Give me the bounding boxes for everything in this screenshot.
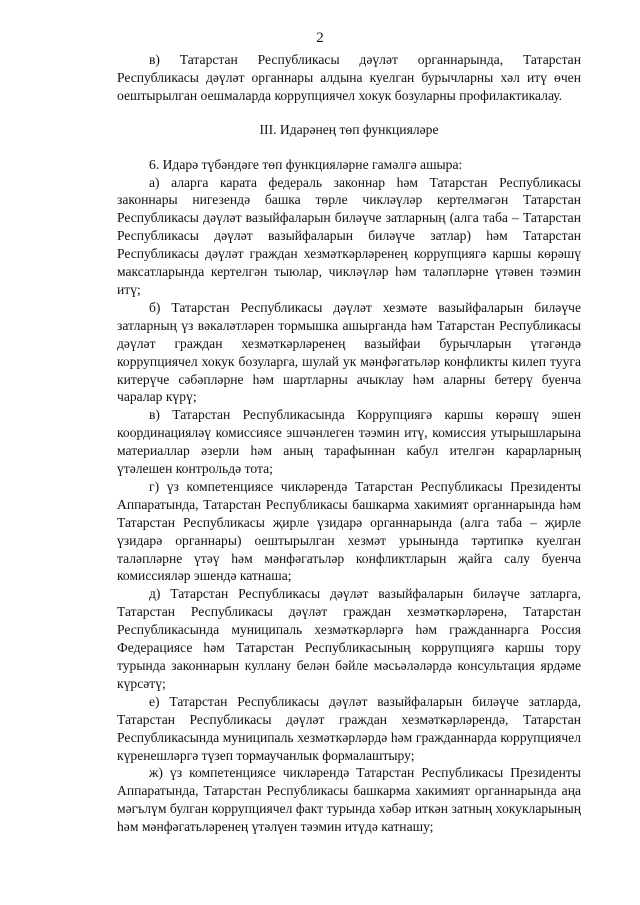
page-number: 2 (316, 30, 324, 46)
paragraph-item-v-prevention: в) Татарстан Республикасы дәүләт органнарында, Татарстан Республикасы дәүләт органнары алдына куелган бурычларны хәл итү өчен оештырылган оешмаларда коррупциячел хокук бозуларны профилактикалау. (117, 52, 581, 103)
paragraph-item-v: в) Татарстан Республикасында Коррупциягә каршы көрәшү эшен координацияләү комиссиясе эшчәнлеген тәэмин итү, комиссия утырышларына материаллар әзерли һәм аның тарафыннан кабул ителгән карарларның үтәлешен контрольдә тота; (117, 407, 581, 477)
paragraph-item-e: е) Татарстан Республикасы дәүләт вазыйфаларын биләүче затларда, Татарстан Республикасы дәүләт граждан хезмәткәрләрендә, Татарстан Республикасында муниципаль хезмәткәрләрдә һәм гражданнарда коррупциячел күренешләргә түзеп тормаучанлык формалаштыру; (117, 693, 581, 763)
section-heading: III. Идарәнең төп функцияләре (259, 121, 439, 137)
paragraph-item-b: б) Татарстан Республикасы дәүләт хезмәте вазыйфаларын биләүче затларның үз вәкаләтләрен тормышка ашырганда һәм Татарстан Республикасы дәүләт граждан хезмәткәрләренең вазыйфаи бурычларын үтәгәндә коррупциячел хокук бозуларга, шулай ук мәнфәгатьләр конфликты килеп тууга китерүче сәбәпләрне һәм шартларны ачыклау һәм аларны бетерү буенча чаралар күрү; (117, 299, 581, 405)
document-body (117, 51, 581, 836)
paragraph-item-a: а) аларга карата федераль законнар һәм Татарстан Республикасы законнары нигезендә башка төрле чикләүләр кертелмәгән Татарстан Республикасы дәүләт вазыйфаларын биләүче затларның (алга таба – Татарстан Республикасы дәүләт вазыйфаларын биләүче затлар) һәм Татарстан Республикасы дәүләт граждан хезмәткәрләренең коррупциягә каршы көрәшү максатларында кертелгән тыюлар, чикләүләр һәм таләпләрне үтәвен тәэмин итү; (117, 174, 581, 297)
paragraph-item-zh: ж) үз компетенциясе чикләрендә Татарстан Республикасы Президенты Аппаратында, Татарстан Республикасы башкарма хакимият органнарында аңа мәгълүм булган коррупциячел факт турында хәбәр иткән затның хокукларының һәм мәнфәгатьләренең үтәлүен тәэмин итүдә катнашу; (117, 765, 581, 835)
paragraph-functions-intro: 6. Идарә түбәндәге төп функцияләрне гамәлгә ашыра: (149, 156, 463, 172)
paragraph-item-d: д) Татарстан Республикасы дәүләт вазыйфаларын биләүче затларга, Татарстан Республикасы дәүләт граждан хезмәткәрләренә, Татарстан Республикасында муниципаль хезмәткәрләргә һәм гражданнарга Россия Федерациясе һәм Татарстан Республикасының коррупциягә каршы тору турында законнарын куллану белән бәйле мәсьәләләрдә консультация ярдәме күрсәтү; (117, 586, 581, 691)
paragraph-item-g: г) үз компетенциясе чикләрендә Татарстан Республикасы Президенты Аппаратында, Татарстан Республикасы башкарма хакимият органнарында һәм Татарстан Республикасы җирле үзидарә органнарында (алга таба – җирле үзидарә органнары) оештырылган хезмәт урынында тәртипкә куелган таләпләрне үтәү һәм мәнфәгатьләр конфликтларын җайга салу буенча комиссияләр эшендә катнаша; (117, 478, 581, 584)
